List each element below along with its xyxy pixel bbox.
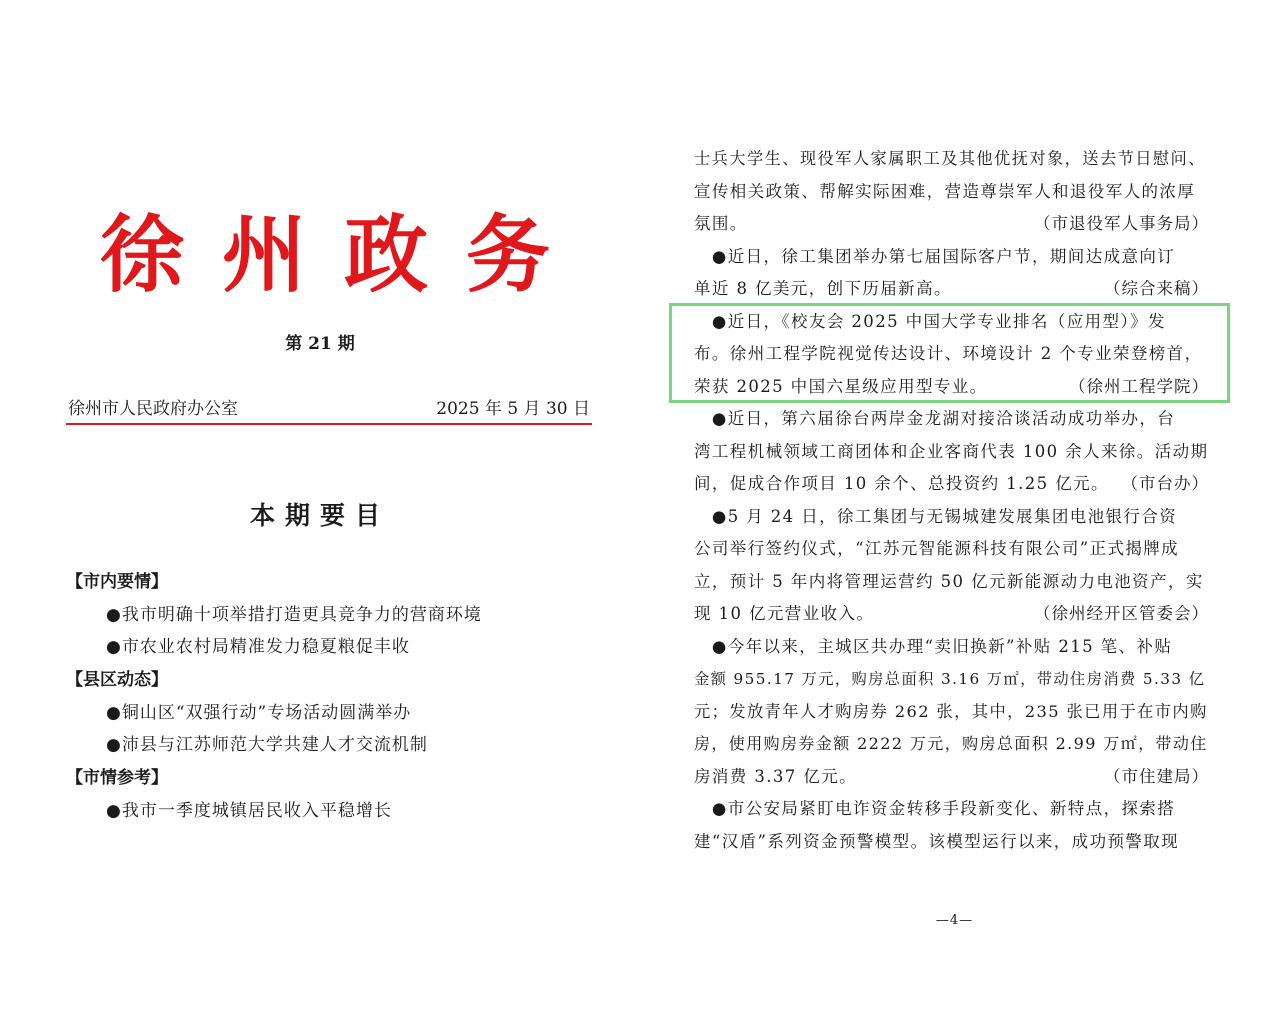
publisher-name: 徐州市人民政府办公室	[68, 399, 238, 419]
text-line: ●近日，《校友会 2025 中国大学专业排名（应用型）》发	[694, 311, 1166, 331]
text-line: 单近 8 亿美元，创下历届新高。 （综合来稿）	[694, 273, 1209, 306]
text-line: ●5 月 24 日，徐工集团与无锡城建发展集团电池银行合资	[694, 506, 1178, 526]
toc-title: 本期要目	[249, 501, 390, 530]
table-of-contents	[66, 566, 626, 828]
toc-item[interactable]: ●沛县与江苏师范大学共建人才交流机制	[106, 735, 428, 756]
text-line: ●近日，徐工集团举办第七届国际客户节，期间达成意向订	[694, 246, 1176, 266]
text-line: 公司举行签约仪式，“江苏元智能源科技有限公司”正式揭牌成	[694, 539, 1180, 558]
toc-item[interactable]: ●铜山区“双强行动”专场活动圆满举办	[106, 702, 412, 723]
masthead-char: 政	[343, 205, 428, 304]
news-source: （徐州经开区管委会）	[1034, 604, 1209, 623]
toc-section-heading: 【市情参考】	[66, 768, 168, 789]
text-line: 房，使用购房券金额 2222 万元，购房总面积 2.99 万㎡，带动住	[694, 734, 1208, 753]
masthead-char: 州	[221, 205, 306, 304]
red-divider	[66, 423, 592, 425]
text-line: 宣传相关政策、帮解实际困难，营造尊崇军人和退役军人的浓厚	[694, 181, 1196, 201]
news-source: （市台办）	[1121, 474, 1209, 493]
masthead-char: 务	[465, 205, 550, 304]
toc-item[interactable]: ●市农业农村局精准发力稳夏粮促丰收	[106, 637, 410, 658]
masthead-char: 徐	[100, 205, 185, 304]
text-line: 间，促成合作项目 10 余个、总投资约 1.25 亿元。 （市台办）	[694, 468, 1209, 501]
content-page	[640, 0, 1269, 1015]
news-source: （综合来稿）	[1104, 279, 1209, 298]
text-line: 氛围。 （市退役军人事务局）	[694, 208, 1209, 241]
text-line: 布。徐州工程学院视觉传达设计、环境设计 2 个专业荣登榜首，	[694, 344, 1203, 363]
toc-section-heading: 【县区动态】	[66, 670, 168, 691]
text-line: ●市公安局紧盯电诈资金转移手段新变化、新特点，探索搭	[694, 799, 1176, 818]
text-line: 士兵大学生、现役军人家属职工及其他优抚对象，送去节日慰问、	[694, 149, 1206, 168]
publish-date: 2025 年 5 月 30 日	[436, 399, 590, 419]
text-line: 建“汉盾”系列资金预警模型。该模型运行以来，成功预警取现	[694, 831, 1180, 851]
news-source: （市住建局）	[1104, 766, 1209, 786]
text-line: 荣获 2025 中国六星级应用型专业。 （徐州工程学院）	[694, 371, 1209, 404]
news-source: （徐州工程学院）	[1069, 376, 1209, 396]
text-line: 立，预计 5 年内将管理运营约 50 亿元新能源动力电池资产，实	[694, 571, 1204, 591]
text-line: 现 10 亿元营业收入。 （徐州经开区管委会）	[694, 598, 1209, 631]
text-line: 元；发放青年人才购房券 262 张，其中，235 张已用于在市内购	[694, 701, 1208, 721]
masthead	[100, 200, 550, 310]
text-line: 房消费 3.37 亿元。 （市住建局）	[694, 761, 1209, 794]
text-line: 金额 955.17 万元，购房总面积 3.16 万㎡，带动住房消费 5.33 亿	[694, 670, 1206, 688]
text-line: 湾工程机械领域工商团体和企业客商代表 100 余人来徐。活动期	[694, 441, 1209, 461]
toc-item[interactable]: ●我市一季度城镇居民收入平稳增长	[106, 800, 392, 821]
text-line: ●今年以来，主城区共办理“卖旧换新”补贴 215 笔、补贴	[694, 636, 1173, 656]
publisher-row	[68, 394, 590, 419]
page-number: —4—	[935, 913, 974, 928]
article-body	[694, 143, 1209, 858]
text-line: ●近日，第六届徐台两岸金龙湖对接洽谈活动成功举办，台	[694, 409, 1176, 428]
issue-number: 第 21 期	[285, 334, 355, 354]
news-source: （市退役军人事务局）	[1034, 214, 1209, 233]
toc-item[interactable]: ●我市明确十项举措打造更具竞争力的营商环境	[106, 604, 482, 625]
toc-section-heading: 【市内要情】	[66, 572, 168, 592]
